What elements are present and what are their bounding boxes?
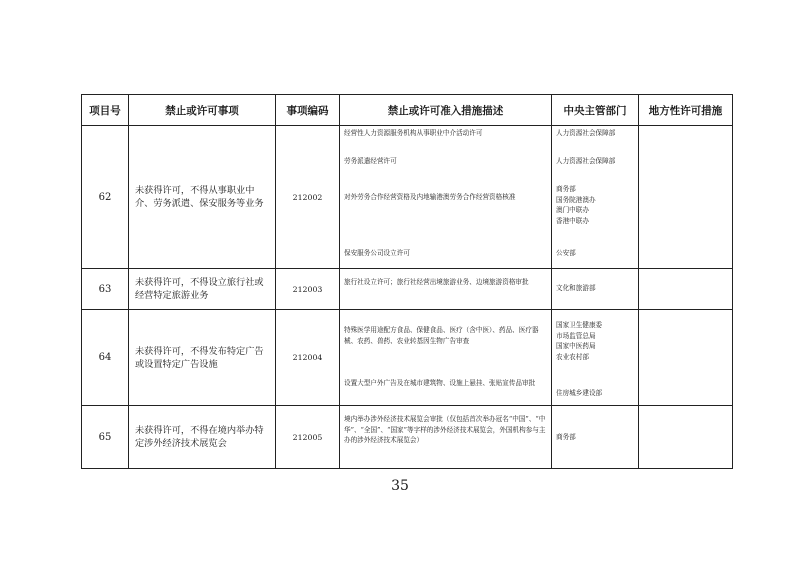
row-number: 65 <box>82 406 129 469</box>
department-text: 商务部 国务院港澳办 澳门中联办 香港中联办 <box>556 185 596 225</box>
row-departments <box>552 310 639 406</box>
row-measures <box>340 269 552 310</box>
measure-text: 旅行社设立许可；旅行社经营出境旅游业务、边境旅游资格审批 <box>344 278 529 286</box>
row-departments <box>552 269 639 310</box>
header-item-code: 事项编码 <box>276 95 340 126</box>
row-local-measures <box>639 269 733 310</box>
header-measures: 禁止或许可准入措施描述 <box>340 95 552 126</box>
department-text: 人力资源社会保障部 <box>556 129 616 137</box>
department-text: 文化和旅游部 <box>556 284 596 292</box>
permit-table <box>81 94 733 469</box>
row-number: 62 <box>82 126 129 269</box>
row-item-code: 212004 <box>276 310 340 406</box>
row-permit-item: 未获得许可，不得发布特定广告或设置特定广告设施 <box>129 310 276 406</box>
row-permit-item: 未获得许可，不得从事职业中介、劳务派遣、保安服务等业务 <box>129 126 276 269</box>
department-text: 住房城乡建设部 <box>556 389 603 397</box>
row-measures <box>340 310 552 406</box>
table-header-row <box>82 95 733 126</box>
header-permit-item: 禁止或许可事项 <box>129 95 276 126</box>
row-number: 64 <box>82 310 129 406</box>
row-item-code: 212005 <box>276 406 340 469</box>
measure-text: 特殊医学用途配方食品、保健食品、医疗（含中医）、药品、医疗器械、农药、兽药、农业转基因生物广告审查 <box>344 326 539 345</box>
measure-text: 对外劳务合作经营资格及内地输港澳劳务合作经营资格核准 <box>344 193 516 201</box>
row-departments <box>552 126 639 269</box>
department-text: 人力资源社会保障部 <box>556 157 616 165</box>
measure-text: 劳务派遣经营许可 <box>344 157 397 165</box>
header-central-department: 中央主管部门 <box>552 95 639 126</box>
row-local-measures <box>639 126 733 269</box>
header-item-number: 项目号 <box>82 95 129 126</box>
page-number: 35 <box>391 478 409 494</box>
row-permit-item: 未获得许可，不得在境内举办特定涉外经济技术展览会 <box>129 406 276 469</box>
measure-text: 境内举办涉外经济技术展览会审批（仅包括首次举办冠名“中国”、“中华”、“全国”、“国家”等字样的涉外经济技术展览会，外国机构参与主办的涉外经济技术展览会） <box>344 415 546 444</box>
row-measures <box>340 126 552 269</box>
row-item-code: 212002 <box>276 126 340 269</box>
row-local-measures <box>639 310 733 406</box>
table-row <box>82 269 733 310</box>
row-item-code: 212003 <box>276 269 340 310</box>
measure-text: 设置大型户外广告及在城市建筑物、设施上悬挂、张贴宣传品审批 <box>344 379 536 387</box>
header-local-measures: 地方性许可措施 <box>639 95 733 126</box>
department-text: 公安部 <box>556 249 576 257</box>
measure-text: 经营性人力资源服务机构从事职业中介活动许可 <box>344 129 483 137</box>
table-row <box>82 126 733 269</box>
row-permit-item: 未获得许可，不得设立旅行社或经营特定旅游业务 <box>129 269 276 310</box>
department-text: 商务部 <box>556 433 576 441</box>
row-local-measures <box>639 406 733 469</box>
row-number: 63 <box>82 269 129 310</box>
department-text: 国家卫生健康委 市场监管总局 国家中医药局 农业农村部 <box>556 321 603 361</box>
table-row <box>82 406 733 469</box>
table-row <box>82 310 733 406</box>
row-measures <box>340 406 552 469</box>
measure-text: 保安服务公司设立许可 <box>344 249 410 257</box>
row-departments <box>552 406 639 469</box>
